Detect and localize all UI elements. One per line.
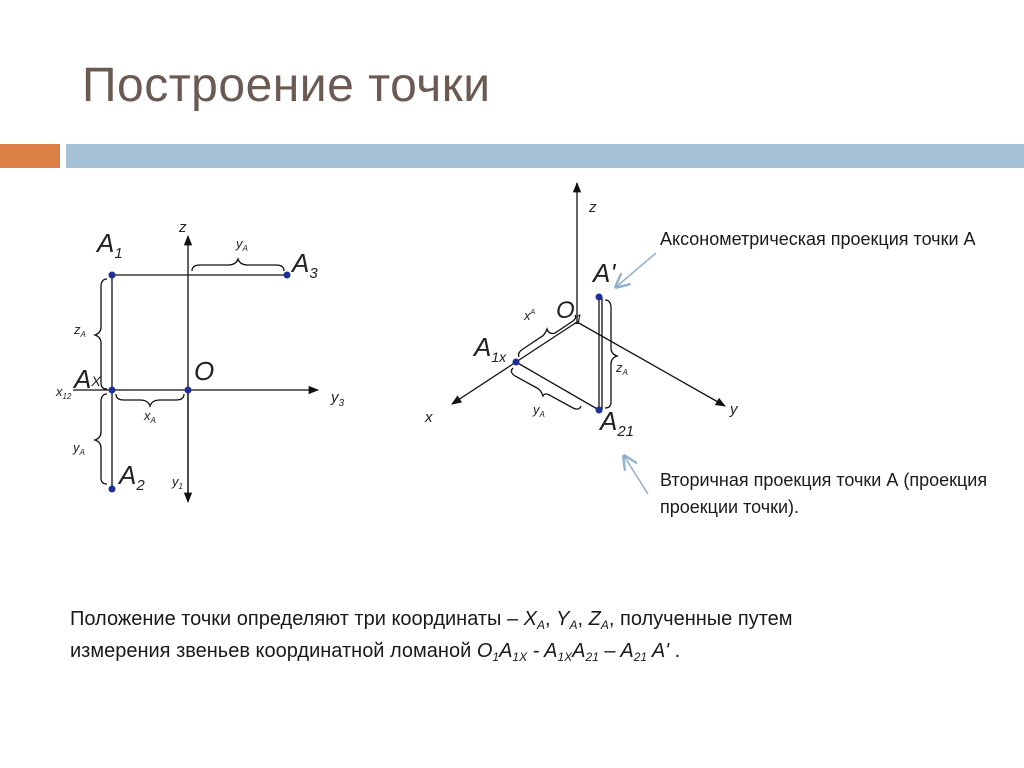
polyline-notation: $O_1A_{1X} - A_{1X}A_{21} - A_{21}$ A' [476,640,670,664]
label-y3: $y_3$ [331,389,345,409]
label-a1: $A_1$ [97,228,123,262]
caption-text-2: измерения звеньев координатной ломаной [70,640,477,662]
point-ax [109,387,116,394]
label-ax: AX [74,364,101,394]
note-secondary-projection: Вторичная проекция точки А (проекция проекции точки). [660,470,988,517]
left-labels [55,219,345,494]
note-axonometric-projection: Аксонометрическая проекция точки А [660,229,976,249]
point-o [185,387,192,394]
label-a1x: $A_{1x}$ [474,332,507,365]
label-a3: $A_3$ [292,248,318,282]
label-ya-right: $y_A$ [533,402,545,419]
label-xa-left: $x_A$ [144,408,156,425]
brace-ya-top [192,259,284,271]
point-a3 [284,272,291,279]
label-ya-left: $y_A$ [73,440,85,457]
label-x12: $x_{12}$ [56,384,72,401]
label-z-right: z [589,199,597,216]
caption [70,603,970,667]
brace-ya-left [95,394,107,484]
label-za-left: $z_A$ [74,322,86,339]
label-o1: $O_1$ [556,297,583,327]
label-o-left: O [194,356,215,386]
label-x-right: x [425,409,433,426]
label-za-right: $z_A$ [616,360,628,377]
label-y1: $y_1$ [172,474,183,491]
slide-title: Построение точки [82,59,491,112]
caption-text-1: Положение точки определяют три координаты – [70,608,524,630]
point-a2 [109,486,116,493]
brace-xa [116,394,184,406]
a1x-a21-line [516,362,599,410]
axonometric-diagram [452,183,725,410]
label-ya-top: $y_A$ [236,236,248,253]
caption-line-2: измерения звеньев координатной ломаной $O_1A_{1X} - A_{1X}A_{21} - A_{21}$ A' . [70,640,681,664]
label-xa-right: $x^A$ [524,308,536,323]
pointer-arrow-axon [616,253,656,287]
caption-line-1: Положение точки определяют три координаты – $X_A$, $Y_A$, $Z_A$, полученные путем [70,608,793,632]
coord-y: $Y_A$ [556,608,578,632]
coord-z: $Z_A$ [588,608,609,632]
label-a2: $A_2$ [119,460,145,494]
label-z-left: z [179,219,187,236]
label-a21: $A_{21}$ [600,406,635,440]
point-aprime [596,294,603,301]
label-y-right: y [730,401,738,418]
point-a1x [513,359,520,366]
label-aprime: A' [593,258,616,288]
coord-x: $X_A$ [523,608,546,632]
point-a1 [109,272,116,279]
pointer-arrow-secondary [624,456,648,494]
brace-ya-axon [511,368,581,409]
brace-za-axon [605,300,617,408]
caption-text-1-end: , полученные путем [608,608,793,630]
